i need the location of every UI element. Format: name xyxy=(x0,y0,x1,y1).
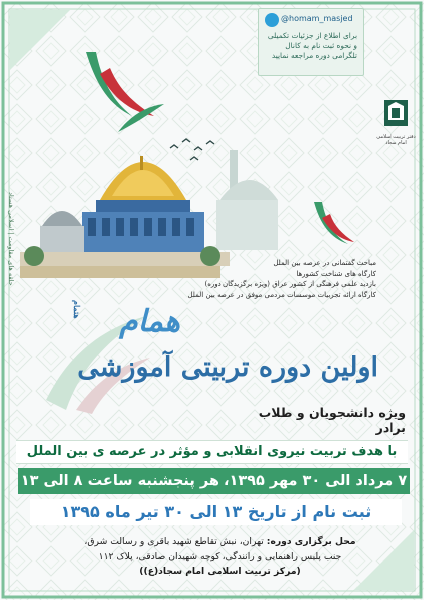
venue-label: محل برگزاری دوره: xyxy=(266,536,356,547)
venue-address-2: جنب پلیس راهنمایی و رانندگی، کوچه شهیدان صادقی، پلاک ۱۱۲ xyxy=(98,551,342,562)
title-tag: هتمام xyxy=(72,300,82,319)
venue-block xyxy=(44,534,396,579)
venue-address-1: تهران، نبش تقاطع شهید باقری و رسالت شرق، xyxy=(84,536,264,547)
logo-caption: دفتر تربیت اسلامی امام سجاد xyxy=(376,134,416,146)
program-item: کارگاه های شناخت کشورها xyxy=(296,269,376,278)
venue-address-3: (مرکز تربیت اسلامی امام سجاد(ع)) xyxy=(139,566,301,577)
program-item: کارگاه ارائه تجربیات موسسات مردمی موفق در عرصه بین الملل xyxy=(187,290,376,299)
telegram-handle[interactable]: @homam_masjed xyxy=(281,14,353,23)
program-item: بازدید علمی فرهنگی از کشور عراق (ویژه برگزیدگان دوره) xyxy=(204,280,376,288)
program-list xyxy=(187,258,376,300)
side-vertical-caption: حلقه های مقاومت | اسلامی هستاد xyxy=(7,192,15,286)
flag-ribbon-icon xyxy=(74,44,170,140)
registration-band: ثبت نام از تاریخ ۱۳ الی ۳۰ تیر ماه ۱۳۹۵ xyxy=(30,499,402,525)
dates-band: ۷ مرداد الی ۳۰ مهر ۱۳۹۵، هر پنجشنبه ساعت ۸ الی ۱۳ xyxy=(18,468,410,494)
goal-band: با هدف تربیت نیروی انقلابی و مؤثر در عرصه ی بین الملل xyxy=(16,440,408,464)
course-name: همام xyxy=(119,304,180,339)
program-item: مباحث گفتمانی در عرصه بین الملل xyxy=(273,259,376,267)
telegram-description: برای اطلاع از جزئیات تکمیلی و نحوه ثبت نام به کانال تلگرامی دوره مراجعه نمایید xyxy=(267,31,357,60)
flag-ribbon-small-icon xyxy=(308,196,358,258)
venue-line1 xyxy=(44,534,396,549)
telegram-icon xyxy=(265,13,279,27)
course-title-line: اولین دوره تربیتی آموزشی xyxy=(77,352,378,383)
telegram-info-box xyxy=(258,8,364,76)
audience-subtitle: ویژه دانشجویان و طلاب برادر xyxy=(258,405,406,435)
institute-logo-icon xyxy=(380,96,412,136)
course-title xyxy=(60,300,378,396)
